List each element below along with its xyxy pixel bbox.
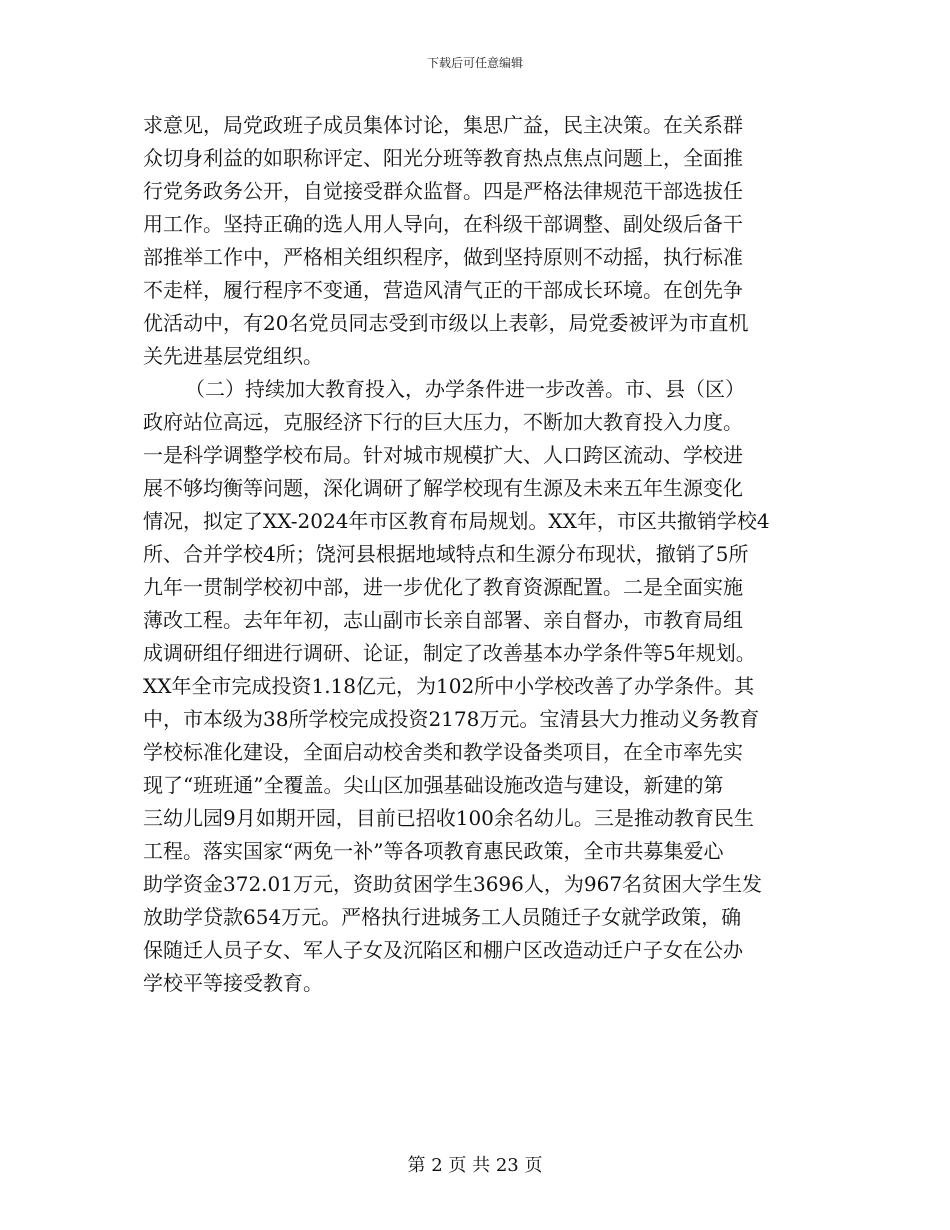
text-line: 展不够均衡等问题，深化调研了解学校现有生源及未来五年生源变化 [143,476,743,500]
text-line: 不走样，履行程序不变通，营造风清气正的干部成长环境。在创先争 [143,278,743,302]
text-line: 关先进基层党组织。 [143,344,323,368]
text-line: 九年一贯制学校初中部，进一步优化了教育资源配置。二是全面实施 [143,575,743,599]
text-line: 行党务政务公开，自觉接受群众监督。四是严格法律规范干部选拔任 [143,179,743,203]
page-footer: 第 2 页 共 23 页 [407,1155,543,1176]
page-header: 下载后可任意编辑 [426,56,523,70]
text-line: 部推举工作中，严格相关组织程序，做到坚持原则不动摇，执行标准 [143,245,743,269]
text-line: 学校标准化建设，全面启动校舍类和教学设备类项目，在全市率先实 [143,740,743,764]
text-line: 情况，拟定了XX-2024年市区教育布局规划。XX年，市区共撤销学校4 [143,509,770,533]
text-line: 优活动中，有20名党员同志受到市级以上表彰，局党委被评为市直机 [143,311,749,335]
text-line: 薄改工程。去年年初，志山副市长亲自部署、亲自督办，市教育局组 [143,608,743,632]
text-line: 现了“班班通”全覆盖。尖山区加强基础设施改造与建设，新建的第 [143,773,724,797]
document-body [143,109,813,1000]
text-line: 所、合并学校4所；饶河县根据地域特点和生源分布现状，撤销了5所 [143,542,749,566]
text-line: 学校平等接受教育。 [143,971,323,995]
text-line: 保随迁人员子女、军人子女及沉陷区和棚户区改造动迁户子女在公办 [143,938,743,962]
text-line: 放助学贷款654万元。严格执行进城务工人员随迁子女就学政策，确 [143,905,742,929]
text-line: 一是科学调整学校布局。针对城市规模扩大、人口跨区流动、学校进 [143,443,743,467]
text-line: 三幼儿园9月如期开园，目前已招收100余名幼儿。三是推动教育民生 [143,806,754,830]
text-line: 助学资金372.01万元，资助贫困学生3696人，为967名贫困大学生发 [143,872,763,896]
text-line: 中，市本级为38所学校完成投资2178万元。宝清县大力推动义务教育 [143,707,760,731]
text-line: 用工作。坚持正确的选人用人导向，在科级干部调整、副处级后备干 [143,212,743,236]
text-line: XX年全市完成投资1.18亿元，为102所中小学校改善了办学条件。其 [143,674,755,698]
text-line: 成调研组仔细进行调研、论证，制定了改善基本办学条件等5年规划。 [143,641,756,665]
text-line: 众切身利益的如职称评定、阳光分班等教育热点焦点问题上，全面推 [143,146,743,170]
text-line: 求意见，局党政班子成员集体讨论，集思广益，民主决策。在关系群 [143,113,743,137]
text-line: 工程。落实国家“两免一补”等各项教育惠民政策，全市共募集爱心 [143,839,724,863]
section-heading-line: （二）持续加大教育投入，办学条件进一步改善。市、县（区） [185,377,745,401]
text-line: 政府站位高远，克服经济下行的巨大压力，不断加大教育投入力度。 [143,410,743,434]
